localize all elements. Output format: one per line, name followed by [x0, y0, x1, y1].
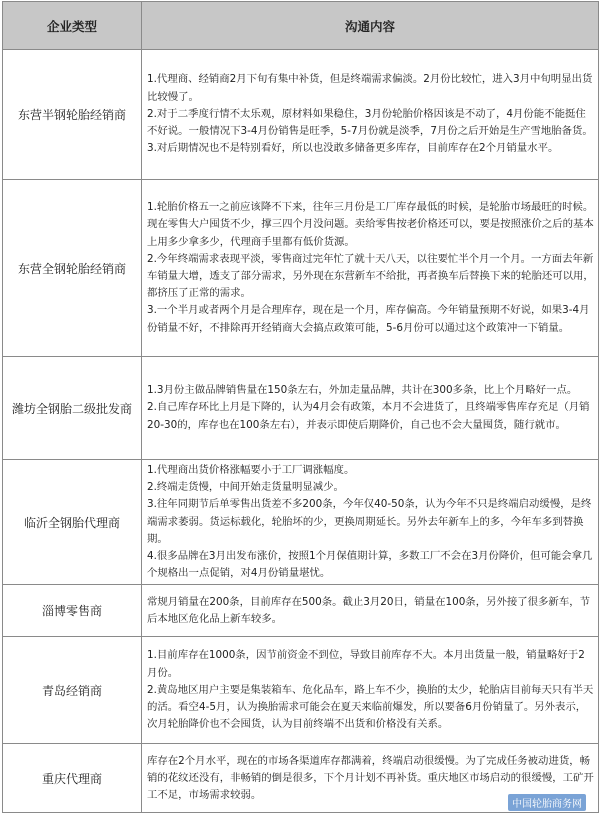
enterprise-type-cell: 淄博零售商 [3, 585, 142, 637]
content-line: 2.自己库存环比上月是下降的，认为4月会有政策，本月不会进货了，且终端零售库存充足（月销20-30的，库存也在100条左右），并表示即使后期降价，自己也不会大量囤货，随行就市。 [147, 401, 590, 431]
content-line: 1.3月份主做品牌销售量在150条左右，外加走量品牌，共计在300多条，比上个月略好一点。 [147, 384, 578, 397]
header-enterprise-type: 企业类型 [3, 2, 142, 50]
content-line: 1.目前库存在1000条，因节前资金不到位，导致目前库存不大。本月出货量一般，销量略好于2月份。 [147, 649, 585, 679]
enterprise-type-cell: 临沂全钢胎代理商 [3, 460, 142, 585]
enterprise-type-cell: 潍坊全钢胎二级批发商 [3, 357, 142, 460]
enterprise-type-cell: 东营半钢轮胎经销商 [3, 50, 142, 180]
content-line: 4.很多品牌在3月出发布涨价，按照1个月保值期计算，多数工厂不会在3月份降价，但可能会拿几个规格出一点促销，对4月份销量堪忧。 [147, 550, 593, 580]
content-cell [142, 585, 599, 637]
enterprise-type-cell: 东营全钢轮胎经销商 [3, 180, 142, 357]
content-cell [142, 460, 599, 585]
content-line: 1.代理商、经销商2月下旬有集中补货，但是终端需求偏淡。2月份比较忙，进入3月中旬明显出货比较慢了。 [147, 73, 593, 103]
content-line: 库存在2个月水平，现在的市场各渠道库存都满着，终端启动很缓慢。为了完成任务被动进货，畅销的花纹还没有，非畅销的倒是很多，下个月计划不再补货。重庆地区市场启动的很缓慢，工矿开工不足，市场需求较弱。 [147, 754, 594, 802]
content-line: 2.对于二季度行情不太乐观，原材料如果稳住，3月份轮胎价格因该是不动了，4月份能不能挺住不好说。一般情况下3-4月份销售是旺季，5-7月份就是淡季，7月份之后开始是生产雪地胎备货。 [147, 107, 593, 138]
content-line: 1.轮胎价格五一之前应该降不下来，往年三月份是工厂库存最低的时候，是轮胎市场最旺的时候。现在零售大户囤货不少，撑三四个月没问题。卖给零售按老价格还可以，要是按照涨价之后的基本上用多少拿多少，代理商手里都有低价货源。 [147, 201, 594, 248]
content-line: 3.对后期情况也不是特别看好，所以也没敢多储备更多库存，目前库存在2个月销量水平。 [147, 142, 559, 155]
table-row [3, 180, 599, 357]
content-line: 3.往年同期节后单零售出货差不多200条，今年仅40-50条，认为今年不只是终端启动缓慢，是终端需求萎弱。货运标载化，轮胎坏的少，更换周期延长。另外去年新车上的多，今年车多到替换期。 [147, 498, 592, 545]
table-row [3, 585, 599, 637]
communication-table [2, 1, 599, 813]
table-row [3, 460, 599, 585]
content-cell [142, 637, 599, 744]
content-line: 1.代理商出货价格涨幅要小于工厂调涨幅度。 [147, 464, 355, 476]
site-watermark: 中国轮胎商务网 [508, 794, 586, 811]
content-line: 2.黄岛地区用户主要是集装箱车、危化品车，路上车不少，换胎的太少，轮胎店目前每天只有半天的活。看空4-5月，认为换胎需求可能会在夏天来临前爆发，所以要备6月份销量了。另外表示，次月轮胎降价也不会囤货，认为目前终端不出货和价格没有关系。 [147, 683, 594, 731]
content-cell [142, 180, 599, 357]
enterprise-type-cell: 重庆代理商 [3, 744, 142, 813]
content-cell [142, 357, 599, 460]
table-row [3, 637, 599, 744]
enterprise-type-cell: 青岛经销商 [3, 637, 142, 744]
content-line: 3.一个半月或者两个月是合理库存，现在是一个月，库存偏高。今年销量预期不好说，如果3-4月份销量不好，不排除再开经销商大会搞点政策可能，5-6月份可以通过这个政策冲一下销量。 [147, 304, 590, 334]
table-row [3, 50, 599, 180]
content-line: 常规月销量在200条，目前库存在500条。截止3月20日，销量在100条，另外接了很多新车，节后本地区危化品上新车较多。 [147, 595, 590, 625]
table-row [3, 357, 599, 460]
table-header-row [3, 2, 599, 50]
header-communication-content: 沟通内容 [142, 2, 599, 50]
content-line: 2.今年终端需求表现平淡，零售商过完年忙了就十天八天，以往要忙半个月一个月。一方面去年新车销量大增，透支了部分需求，另外现在东营新车不给批，再者换车后替换下来的轮胎还可以用，都挤压了正常的需求。 [147, 252, 594, 300]
content-cell [142, 50, 599, 180]
content-line: 2.终端走货慢，中间开始走货量明显减少。 [147, 481, 344, 494]
